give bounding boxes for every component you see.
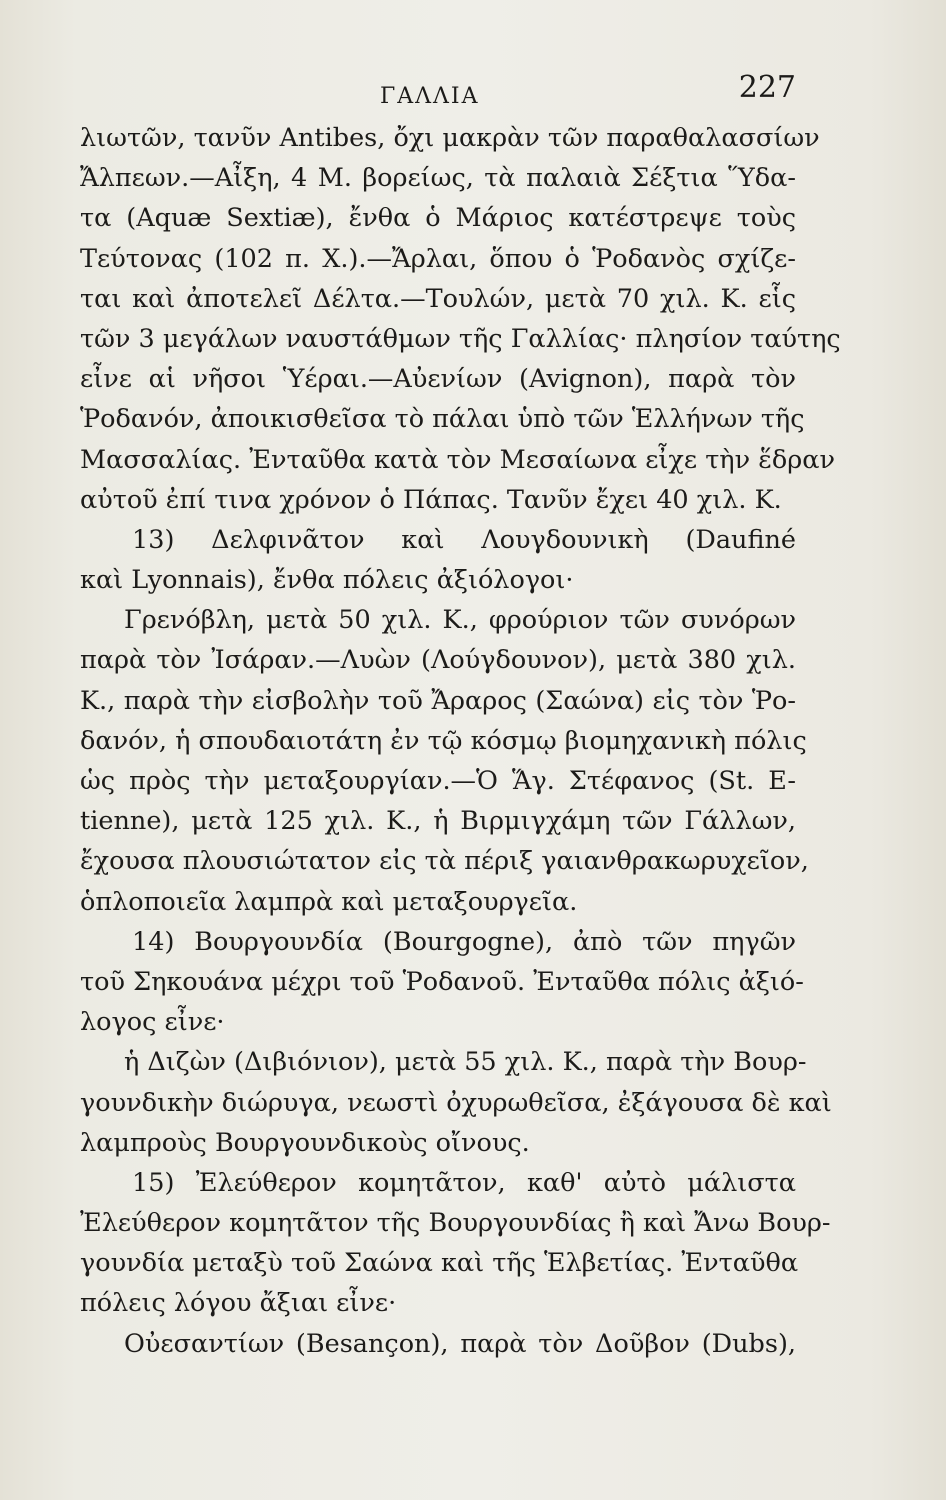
text-line: γουνδία μεταξὺ τοῦ Σαώνα καὶ τῆς Ἑλβετίας. Ἐνταῦθα (80, 1248, 799, 1279)
page-number: 227 (738, 70, 796, 105)
text-line: αὐτοῦ ἐπί τινα χρόνον ὁ Πάπας. Τανῦν ἔχει 40 χιλ. Κ. (80, 484, 782, 515)
text-line: Γρενόβλη, μετὰ 50 χιλ. Κ., φρούριον τῶν συνόρων (124, 605, 796, 636)
text-line: εἶνε αἱ νῆσοι Ὑέραι.—Αὐενίων (Avignon), παρὰ τὸν (80, 364, 796, 395)
text-line: tienne), μετὰ 125 χιλ. Κ., ἡ Βιρμιγχάμη τῶν Γάλλων, (80, 806, 796, 837)
text-line: ὡς πρὸς τὴν μεταξουργίαν.—Ὁ Ἅγ. Στέφανος (St. E- (80, 766, 796, 796)
text-line: δανόν, ἡ σπουδαιοτάτη ἐν τῷ κόσμῳ βιομηχανικὴ πόλις (80, 725, 807, 756)
text-line: τα (Aquæ Sextiæ), ἔνθα ὁ Μάριος κατέστρεψε τοὺς (80, 203, 796, 234)
text-line: τῶν 3 μεγάλων ναυστάθμων τῆς Γαλλίας· πλησίον ταύτης (80, 323, 841, 354)
text-line: Οὐεσαντίων (Besançon), παρὰ τὸν Δοῦβον (Dubs), (124, 1328, 796, 1359)
text-line: 13) Δελφινᾶτον καὶ Λουγδουνικὴ (Daufiné (132, 524, 796, 555)
text-line: ἔχουσα πλουσιώτατον εἰς τὰ πέριξ γαιανθρακωρυχεῖον, (80, 846, 809, 877)
text-line: Ἄλπεων.—Αἶξη, 4 Μ. βορείως, τὰ παλαιὰ Σέξτια Ὕδα- (80, 163, 796, 194)
page-header (80, 70, 796, 120)
text-line: Ἐλεύθερον κομητᾶτον τῆς Βουργουνδίας ἢ καὶ Ἄνω Βουρ- (80, 1208, 831, 1239)
text-line: Ῥοδανόν, ἀποικισθεῖσα τὸ πάλαι ὑπὸ τῶν Ἑλλήνων τῆς (80, 404, 805, 435)
text-line: λογος εἶνε· (80, 1007, 225, 1038)
text-line: πόλεις λόγου ἄξιαι εἶνε· (80, 1288, 397, 1319)
text-line: ὁπλοποιεῖα λαμπρὰ καὶ μεταξουργεῖα. (80, 886, 578, 917)
text-line: παρὰ τὸν Ἰσάραν.—Λυὼν (Λούγδουνον), μετὰ 380 χιλ. (80, 645, 796, 676)
text-line: Μασσαλίας. Ἐνταῦθα κατὰ τὸν Μεσαίωνα εἶχε τὴν ἕδραν (80, 444, 835, 475)
body-text (80, 118, 841, 1364)
text-line: Κ., παρὰ τὴν εἰσβολὴν τοῦ Ἄραρος (Σαώνα) εἰς τὸν Ῥο- (80, 685, 796, 716)
text-line: Τεύτονας (102 π. Χ.).—Ἄρλαι, ὅπου ὁ Ῥοδανὸς σχίζε- (80, 243, 796, 274)
running-head: ΓΑΛΛΙΑ (380, 84, 480, 109)
text-line: λιωτῶν, τανῦν Antibes, ὄχι μακρὰν τῶν παραθαλασσίων (80, 123, 820, 153)
text-line: ται καὶ ἀποτελεῖ Δέλτα.—Τουλών, μετὰ 70 χιλ. Κ. εἷς (80, 283, 796, 314)
text-line: 15) Ἐλεύθερον κομητᾶτον, καθ' αὐτὸ μάλιστα (132, 1167, 796, 1198)
text-line: ἡ Διζὼν (Διβιόνιον), μετὰ 55 χιλ. Κ., παρὰ τὴν Βουρ- (124, 1047, 807, 1078)
text-line: τοῦ Σηκουάνα μέχρι τοῦ Ῥοδανοῦ. Ἐνταῦθα πόλις ἀξιό- (80, 966, 804, 997)
text-line: λαμπροὺς Βουργουνδικοὺς οἴνους. (80, 1127, 530, 1158)
text-line: 14) Βουργουνδία (Bourgogne), ἀπὸ τῶν πηγῶν (132, 926, 796, 957)
text-line: γουνδικὴν διώρυγα, νεωστὶ ὀχυρωθεῖσα, ἐξάγουσα δὲ καὶ (80, 1087, 832, 1118)
text-line: καὶ Lyonnais), ἔνθα πόλεις ἀξιόλογοι· (80, 565, 574, 596)
